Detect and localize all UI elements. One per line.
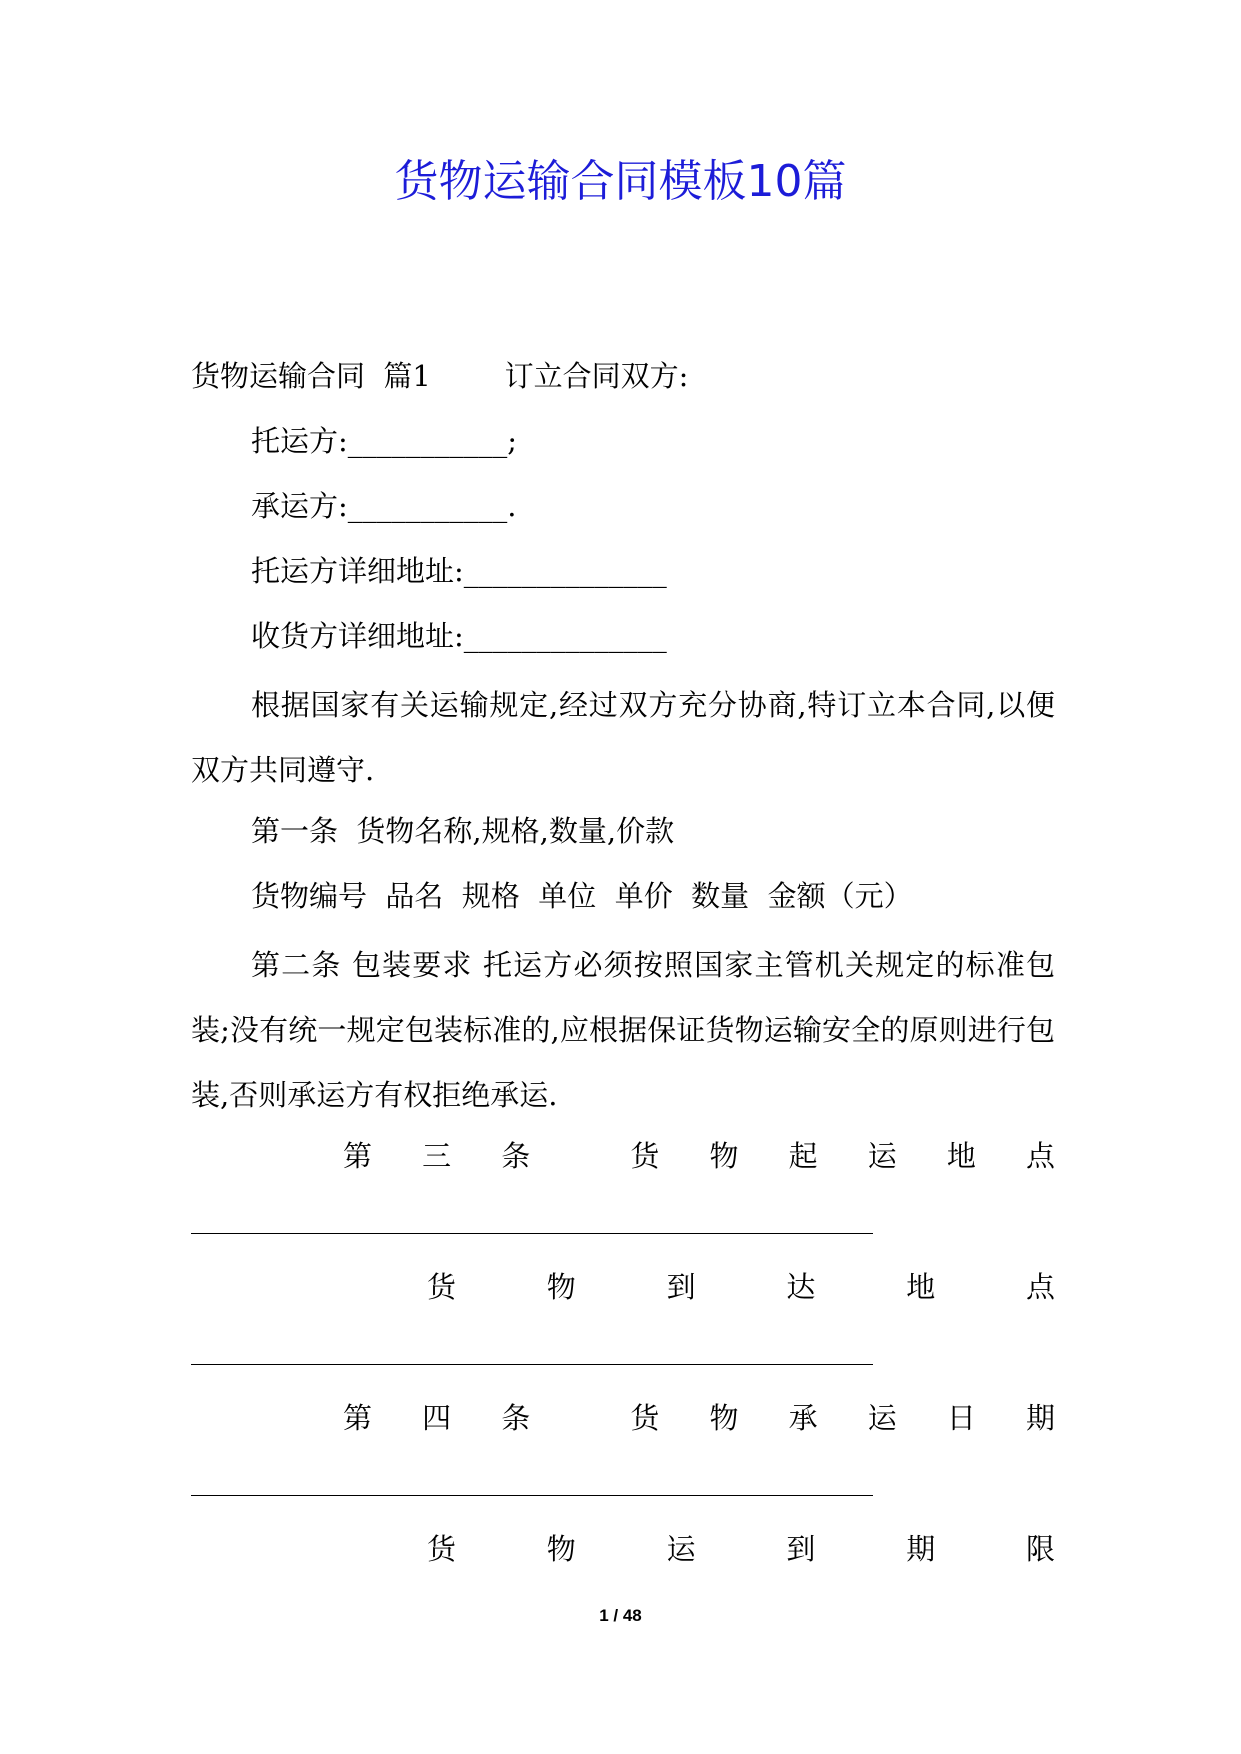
delivery-period-char: 运 [666, 1532, 696, 1566]
article-4-heading [343, 1398, 1055, 1438]
article-3-char: 运 [867, 1139, 897, 1173]
delivery-period-char: 物 [546, 1532, 576, 1566]
arrival-place-char: 货 [427, 1270, 457, 1304]
document-title: 货物运输合同模板10篇 [394, 156, 847, 207]
shipping-date-fill-line [191, 1495, 873, 1496]
goods-table-headers: 货物编号 品名 规格 单位 单价 数量 金额（元） [251, 879, 913, 913]
page-number: 1 / 48 [599, 1606, 642, 1625]
delivery-period-char: 期 [906, 1532, 936, 1566]
arrival-place-heading [427, 1267, 1055, 1307]
delivery-period-char: 货 [427, 1532, 457, 1566]
article-4-char: 第 [343, 1401, 373, 1435]
article-4-char: 四 [422, 1401, 452, 1435]
carrier-line: 承运方:___________. [251, 489, 517, 523]
delivery-period-heading [427, 1529, 1055, 1569]
contract-intro-line: 货物运输合同 篇1 订立合同双方: [191, 359, 689, 393]
arrival-place-char: 地 [906, 1270, 936, 1304]
article-4-char: 日 [946, 1401, 976, 1435]
article-3-char: 三 [422, 1139, 452, 1173]
article-3-char: 物 [709, 1139, 739, 1173]
article-3-char: 第 [343, 1139, 373, 1173]
article-1-heading: 第一条 货物名称,规格,数量,价款 [251, 814, 675, 848]
article-4-char: 货 [630, 1401, 660, 1435]
article-3-char: 地 [946, 1139, 976, 1173]
consignor-address-line: 托运方详细地址:______________ [251, 554, 667, 588]
arrival-place-char: 物 [546, 1270, 576, 1304]
arrival-place-char: 达 [786, 1270, 816, 1304]
article-3-char: 条 [501, 1139, 531, 1173]
delivery-period-char: 到 [786, 1532, 816, 1566]
basis-paragraph: 根据国家有关运输规定,经过双方充分协商,特订立本合同,以便双方共同遵守. [191, 688, 1055, 787]
article-3-char: 货 [630, 1139, 660, 1173]
article-4-char: 物 [709, 1401, 739, 1435]
article-4-char: 运 [867, 1401, 897, 1435]
arrival-place-char: 点 [1025, 1270, 1055, 1304]
arrival-fill-line [191, 1364, 873, 1365]
article-3-char: 起 [788, 1139, 818, 1173]
consignee-address-line: 收货方详细地址:______________ [251, 619, 667, 653]
article-4-char: 承 [788, 1401, 818, 1435]
delivery-period-char: 限 [1025, 1532, 1055, 1566]
arrival-place-char: 到 [666, 1270, 696, 1304]
consignor-line: 托运方:___________; [251, 424, 518, 458]
origin-fill-line [191, 1233, 873, 1234]
article-4-char: 条 [501, 1401, 531, 1435]
article-4-char: 期 [1025, 1401, 1055, 1435]
article-2-paragraph: 第二条 包装要求 托运方必须按照国家主管机关规定的标准包装;没有统一规定包装标准的,应根据保证货物运输安全的原则进行包装,否则承运方有权拒绝承运. [191, 948, 1055, 1112]
article-3-heading [343, 1136, 1055, 1176]
article-3-char: 点 [1025, 1139, 1055, 1173]
